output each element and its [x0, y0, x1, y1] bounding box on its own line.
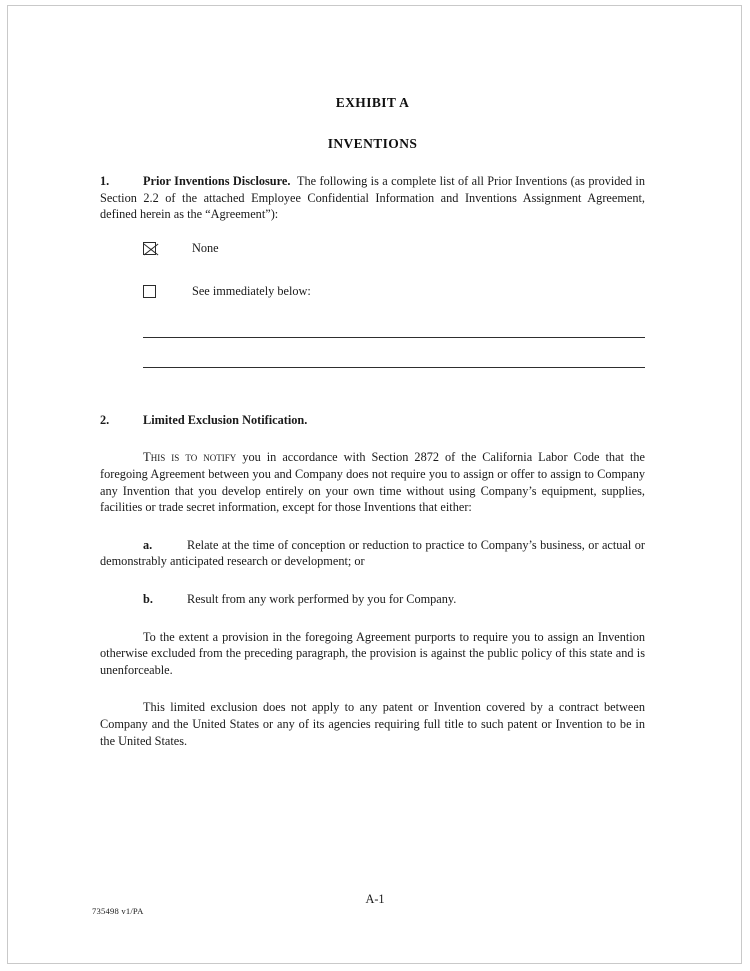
- section-2-item-b-label: b.: [143, 591, 153, 606]
- section-2-intro-caps: This is to notify: [143, 450, 237, 465]
- section-2-item-a: [100, 537, 645, 570]
- section-1-heading: Prior Inventions Disclosure.: [143, 174, 291, 188]
- prior-inventions-options: [143, 241, 645, 310]
- option-label-none: None: [192, 240, 219, 255]
- section-2-item-a-text: Relate at the time of conception or reduction to practice to Company’s business, or actual or demonstrably anticipated research or development; or: [100, 537, 645, 569]
- checkbox-see-below[interactable]: [143, 285, 156, 298]
- section-2-number: 2.: [100, 412, 110, 427]
- section-2-paragraph-3: To the extent a provision in the foregoing Agreement purports to require you to assign an Invention otherwise excluded from the preceding paragraph, the provision is against the public policy of this state and is unenforceable.: [100, 629, 645, 677]
- document-content: [100, 95, 645, 749]
- section-2-heading-row: [100, 412, 645, 429]
- section-2-item-a-label: a.: [143, 537, 153, 552]
- option-row-none[interactable]: [143, 241, 645, 267]
- section-1-paragraph: [100, 173, 645, 223]
- checkbox-none[interactable]: [143, 242, 156, 255]
- option-row-see-below[interactable]: [143, 284, 645, 310]
- section-2-intro: [100, 449, 645, 515]
- section-2-paragraph-4: This limited exclusion does not apply to any patent or Invention covered by a contract between Company and the United States or any of its agencies requiring full title to such patent or Invention to be in the United States.: [100, 700, 645, 748]
- option-label-see-below: See immediately below:: [192, 283, 311, 298]
- section-2-item-b-text: Result from any work performed by you for Company.: [187, 591, 457, 606]
- footer-page-number: A-1: [365, 892, 385, 906]
- signature-rule-2: [143, 367, 645, 368]
- section-2-item-b: [100, 591, 645, 608]
- section-1-body: The following is a complete list of all Prior Inventions (as provided in Section 2.2 of the attached Employee Confidential Information and Inventions Assignment Agreement, defined herein as the “Agreement”):: [100, 174, 645, 222]
- signature-rule-1: [143, 337, 645, 338]
- page-subtitle: INVENTIONS: [327, 136, 418, 151]
- section-2-heading: Limited Exclusion Notification.: [143, 412, 308, 427]
- section-2-intro-body: you in accordance with Section 2872 of the California Labor Code that the foregoing Agreement between you and Company does not require you to assign or offer to assign to Company any Invention that you develop entirely on your own time without using Company’s equipment, supplies, facilities or trade secret information, except for those Inventions that either:: [100, 450, 645, 515]
- footer-document-id: 735498 v1/PA: [92, 906, 144, 916]
- section-1-number: 1.: [100, 174, 110, 188]
- page-title: EXHIBIT A: [335, 95, 410, 110]
